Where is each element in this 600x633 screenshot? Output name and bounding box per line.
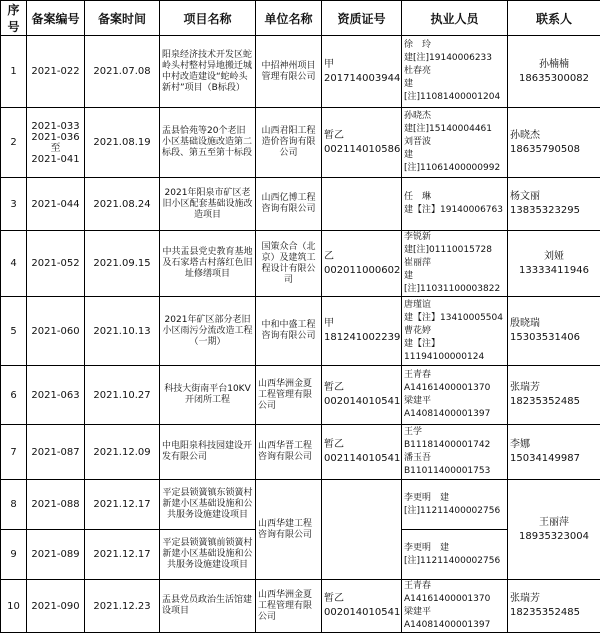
cell-seq: 3	[1, 178, 27, 231]
header-record-no: 备案编号	[27, 1, 85, 36]
header-company: 单位名称	[256, 1, 322, 36]
cell-seq: 10	[1, 580, 27, 633]
cell-seq: 6	[1, 366, 27, 425]
cell-contact: 杨文丽 13835323295	[508, 178, 600, 231]
cell-record-no: 2021-063	[27, 366, 85, 425]
cell-contact: 王丽萍 18935323004	[508, 480, 600, 580]
cell-project: 2021年矿区部分老旧小区雨污分流改造工程（一期）	[160, 297, 256, 366]
cell-project: 科技大街南平台10KV开闭所工程	[160, 366, 256, 425]
cell-company: 山西华洲金夏工程管理有限公司	[256, 366, 322, 425]
cell-company: 山西华洲金夏工程管理有限公司	[256, 580, 322, 633]
cell-record-no: 2021-022	[27, 36, 85, 108]
header-row	[1, 1, 600, 36]
cell-cert: 暂乙 002114010586	[322, 108, 402, 178]
header-cert: 资质证号	[322, 1, 402, 36]
cell-seq: 5	[1, 297, 27, 366]
cell-date: 2021.12.17	[85, 530, 160, 580]
cell-cert: 暂乙 002014010541	[322, 580, 402, 633]
cell-seq: 8	[1, 480, 27, 530]
cell-people: 任 琳 建【注】19140006763	[402, 178, 508, 231]
cell-seq: 9	[1, 530, 27, 580]
cell-date: 2021.12.17	[85, 480, 160, 530]
table-row	[1, 297, 600, 366]
cell-people: 李锐新 建[注]01110015728 崔丽萍 建[注]11031100003822	[402, 231, 508, 297]
cell-contact: 张瑞芳 18235352485	[508, 366, 600, 425]
cell-seq: 1	[1, 36, 27, 108]
header-project: 项目名称	[160, 1, 256, 36]
cell-record-no: 2021-088	[27, 480, 85, 530]
cell-company: 山西华晋工程咨询有限公司	[256, 425, 322, 480]
cell-date: 2021.10.27	[85, 366, 160, 425]
cell-cert: 甲 201714003944	[322, 36, 402, 108]
header-people: 执业人员	[402, 1, 508, 36]
cell-record-no: 2021-033 2021-036 至 2021-041	[27, 108, 85, 178]
cell-company: 山西亿博工程咨询有限公司	[256, 178, 322, 231]
cell-people: 孙晓杰 建[注]15140004461 刘晋波 建[注]11061400000992	[402, 108, 508, 178]
cell-record-no: 2021-060	[27, 297, 85, 366]
cell-project: 盂县党员政治生活馆建设项目	[160, 580, 256, 633]
cell-record-no: 2021-044	[27, 178, 85, 231]
cell-company: 国策众合（北京）及建筑工程设计有限公司	[256, 231, 322, 297]
cell-seq: 4	[1, 231, 27, 297]
cell-people: 王青春 A14161400001370 梁建平 A14081400001397	[402, 580, 508, 633]
cell-people: 王青春 A14161400001370 梁建平 A14081400001397	[402, 366, 508, 425]
cell-people: 李更明 建 [注]11211400002756	[402, 530, 508, 580]
cell-company: 山西华建工程咨询有限公司	[256, 480, 322, 580]
cell-seq: 2	[1, 108, 27, 178]
cell-record-no: 2021-090	[27, 580, 85, 633]
table-row	[1, 36, 600, 108]
cell-date: 2021.07.08	[85, 36, 160, 108]
cell-contact: 孙晓杰 18635790508	[508, 108, 600, 178]
cell-people: 徐 玲 建[注]19140006233 杜春亮 建[注]11081400001204	[402, 36, 508, 108]
cell-project: 中共盂县党史教育基地及石家塔古村落红色旧址修缮项目	[160, 231, 256, 297]
cell-cert	[322, 178, 402, 231]
cell-project: 平定县锁簧镇前锁簧村新建小区基础设施和公共服务设施建设项目	[160, 530, 256, 580]
cell-date: 2021.09.15	[85, 231, 160, 297]
cell-project: 中电阳泉科技园建设开发有限公司	[160, 425, 256, 480]
cell-project: 阳泉经济技术开发区蛇岭头村整村异地搬迁城中村改造建设“蛇岭头新村”项目（B标段）	[160, 36, 256, 108]
cell-people: 李更明 建 [注]11211400002756	[402, 480, 508, 530]
cell-cert: 暂乙 002014010541	[322, 366, 402, 425]
cell-date: 2021.08.24	[85, 178, 160, 231]
header-date: 备案时间	[85, 1, 160, 36]
cell-company: 中和中盛工程咨询有限公司	[256, 297, 322, 366]
cell-cert	[322, 480, 402, 580]
cell-people: 唐瑾谊 建【注】13410005504 曹花婷 建【注】 11194100000124	[402, 297, 508, 366]
cell-record-no: 2021-087	[27, 425, 85, 480]
cell-project: 平定县锁簧镇东锁簧村新建小区基础设施和公共服务设施建设项目	[160, 480, 256, 530]
cell-contact: 殷晓瑞 15303531406	[508, 297, 600, 366]
header-contact: 联系人	[508, 1, 600, 36]
table-row	[1, 480, 600, 530]
table-row	[1, 425, 600, 480]
cell-date: 2021.12.23	[85, 580, 160, 633]
cell-date: 2021.10.13	[85, 297, 160, 366]
table-row	[1, 178, 600, 231]
table-row	[1, 366, 600, 425]
cell-cert: 甲 181241002239	[322, 297, 402, 366]
cell-company: 中招神州项目管理有限公司	[256, 36, 322, 108]
cell-project: 2021年阳泉市矿区老旧小区配套基础设施改造项目	[160, 178, 256, 231]
header-seq: 序号	[1, 1, 27, 36]
cell-company: 山西君阳工程造价咨询有限公司	[256, 108, 322, 178]
cell-date: 2021.12.09	[85, 425, 160, 480]
cell-contact: 孙楠楠 18635300082	[508, 36, 600, 108]
cell-contact: 刘娅13333411946	[508, 231, 600, 297]
table-row	[1, 580, 600, 633]
cell-project: 盂县恰苑等20个老旧小区基础设施改造第二标段、第五至第十标段	[160, 108, 256, 178]
table-row	[1, 231, 600, 297]
cell-record-no: 2021-089	[27, 530, 85, 580]
cell-cert: 暂乙 002114010541	[322, 425, 402, 480]
cell-contact: 李娜 15034149987	[508, 425, 600, 480]
cell-contact: 张瑞芳 18235352485	[508, 580, 600, 633]
cell-date: 2021.08.19	[85, 108, 160, 178]
table-row	[1, 108, 600, 178]
cell-cert: 乙 002011000602	[322, 231, 402, 297]
cell-record-no: 2021-052	[27, 231, 85, 297]
cell-people: 王学 B11181400001742 潘玉吾 B11011400001753	[402, 425, 508, 480]
cell-seq: 7	[1, 425, 27, 480]
